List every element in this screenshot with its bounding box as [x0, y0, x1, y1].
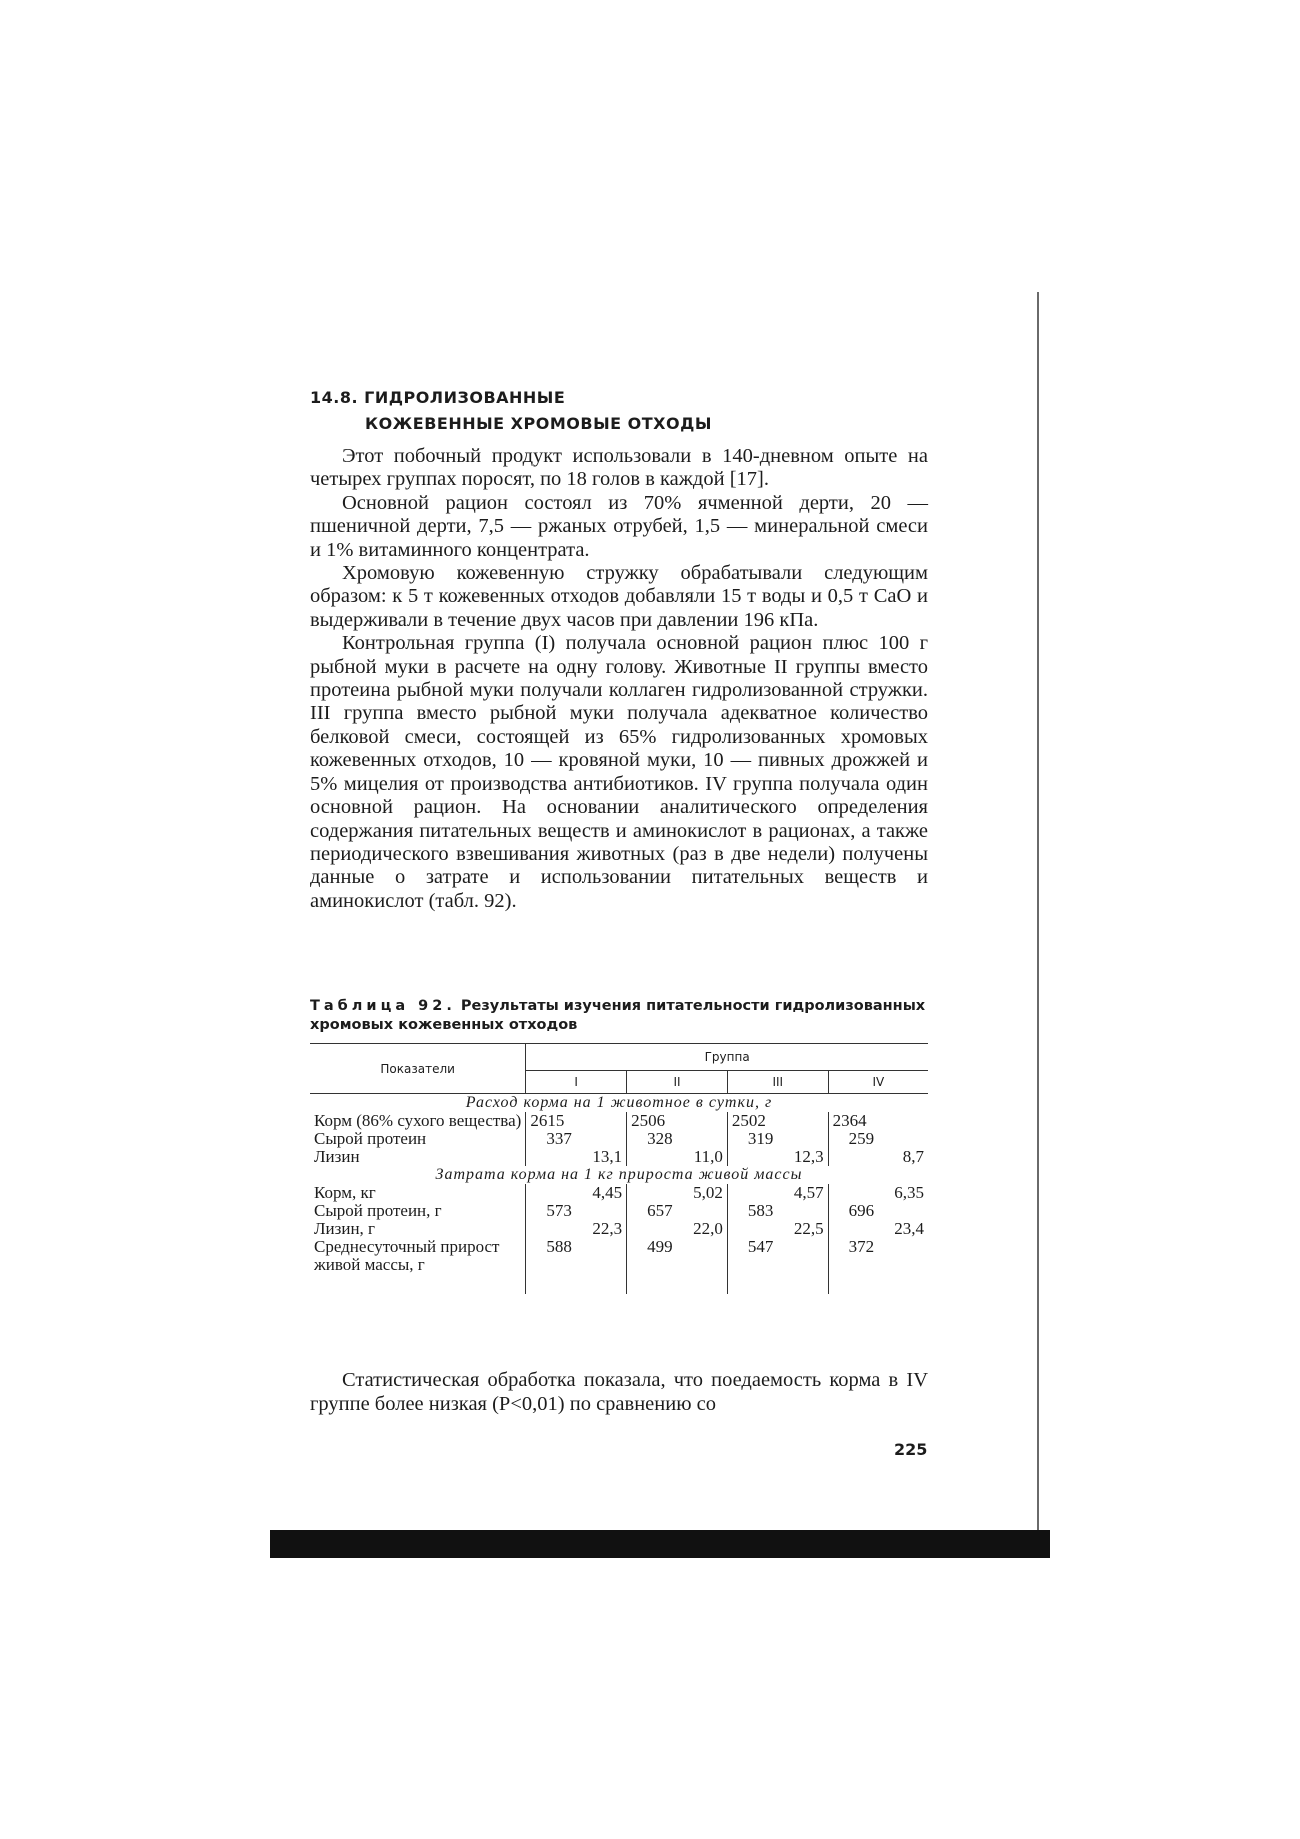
body-text — [310, 445, 928, 913]
cell: 22,3 — [526, 1220, 627, 1238]
table-caption-label: Таблица 92. — [310, 998, 456, 1014]
section-heading — [310, 385, 712, 437]
header-group: Группа — [526, 1044, 928, 1071]
header-group-2: II — [627, 1071, 728, 1094]
cell: 22,5 — [727, 1220, 828, 1238]
cell: 588 — [526, 1238, 627, 1294]
cell: 8,7 — [828, 1148, 928, 1166]
cell: 319 — [727, 1130, 828, 1148]
paragraph: Контрольная группа (I) получала основной рацион плюс 100 г рыбной муки в расчете на одну голову. Животные II группы вместо протеина рыбной муки получали коллаген гидролизованной стружки. III группа вместо рыбной муки получала адекватное количество белковой смеси, состоящей из 65% гидролизованных хромовых кожевенных отходов, 10 — кровяной муки, 10 — пивных дрожжей и 5% мицелия от производства антибиотиков. IV группа получала один основной рацион. На основании аналитического определения содержания питательных веществ и аминокислот в рационах, а также периодического взвешивания животных (раз в две недели) получены данные о затрате и использовании питательных веществ и аминокислот (табл. 92). — [310, 632, 928, 912]
cell: 2502 — [727, 1112, 828, 1130]
cell: 6,35 — [828, 1184, 928, 1202]
row-label: Корм (86% сухого вещества) — [314, 1111, 522, 1130]
header-group-1: I — [526, 1071, 627, 1094]
table-caption-text: Результаты изучения питательности гидролизованных хромовых кожевенных отходов — [310, 998, 926, 1033]
header-indicators: Показатели — [310, 1044, 526, 1094]
table-row — [310, 1130, 928, 1148]
table-row — [310, 1112, 928, 1130]
row-label: Корм, кг — [314, 1183, 376, 1202]
page-number: 225 — [894, 1440, 928, 1459]
cell: 583 — [727, 1202, 828, 1220]
header-group-4: IV — [828, 1071, 928, 1094]
paragraph: Хромовую кожевенную стружку обрабатывали следующим образом: к 5 т кожевенных отходов добавляли 15 т воды и 0,5 т CaO и выдерживали в течение двух часов при давлении 196 кПа. — [310, 562, 928, 631]
results-table — [310, 1043, 928, 1294]
section-title-line2: КОЖЕВЕННЫЕ ХРОМОВЫЕ ОТХОДЫ — [365, 414, 712, 433]
cell: 11,0 — [627, 1148, 728, 1166]
row-label: Лизин, г — [314, 1219, 376, 1238]
table-caption — [310, 997, 928, 1035]
table-row — [310, 1148, 928, 1166]
cell: 12,3 — [727, 1148, 828, 1166]
cell: 4,57 — [727, 1184, 828, 1202]
paragraph: Этот побочный продукт использовали в 140-дневном опыте на четырех группах поросят, по 18 голов в каждой [17]. — [310, 445, 928, 491]
cell: 696 — [828, 1202, 928, 1220]
section-title-line1: 14.8. ГИДРОЛИЗОВАННЫЕ — [310, 388, 566, 407]
cell: 22,0 — [627, 1220, 728, 1238]
section-title: Расход корма на 1 животное в сутки, г — [465, 1094, 773, 1111]
cell: 547 — [727, 1238, 828, 1294]
cell: 372 — [828, 1238, 928, 1294]
cell: 328 — [627, 1130, 728, 1148]
table-row — [310, 1220, 928, 1238]
row-label: Лизин — [314, 1147, 360, 1166]
table-row — [310, 1238, 928, 1294]
cell: 5,02 — [627, 1184, 728, 1202]
row-label: Сырой протеин, г — [314, 1201, 442, 1220]
cell: 657 — [627, 1202, 728, 1220]
table-row — [310, 1202, 928, 1220]
cell: 499 — [627, 1238, 728, 1294]
cell: 2364 — [828, 1112, 928, 1130]
header-group-3: III — [727, 1071, 828, 1094]
paragraph: Статистическая обработка показала, что поедаемость корма в IV группе более низкая (P<0,01) по сравнению со — [310, 1369, 928, 1415]
scan-bottom-edge — [270, 1530, 1050, 1558]
cell: 13,1 — [526, 1148, 627, 1166]
cell: 23,4 — [828, 1220, 928, 1238]
row-label: Среднесуточный прирост живой массы, г — [314, 1237, 500, 1274]
row-label: Сырой протеин — [314, 1129, 427, 1148]
page-edge-line — [1037, 292, 1039, 1552]
table-row — [310, 1184, 928, 1202]
cell: 573 — [526, 1202, 627, 1220]
paragraph: Основной рацион состоял из 70% ячменной дерти, 20 — пшеничной дерти, 7,5 — ржаных отрубей, 1,5 — минеральной смеси и 1% витаминного концентрата. — [310, 491, 928, 561]
cell: 337 — [526, 1130, 627, 1148]
cell: 4,45 — [526, 1184, 627, 1202]
cell: 2506 — [627, 1112, 728, 1130]
section-title: Затрата корма на 1 кг прироста живой массы — [435, 1166, 803, 1183]
continuation-text — [310, 1368, 928, 1416]
cell: 2615 — [526, 1112, 627, 1130]
cell: 259 — [828, 1130, 928, 1148]
